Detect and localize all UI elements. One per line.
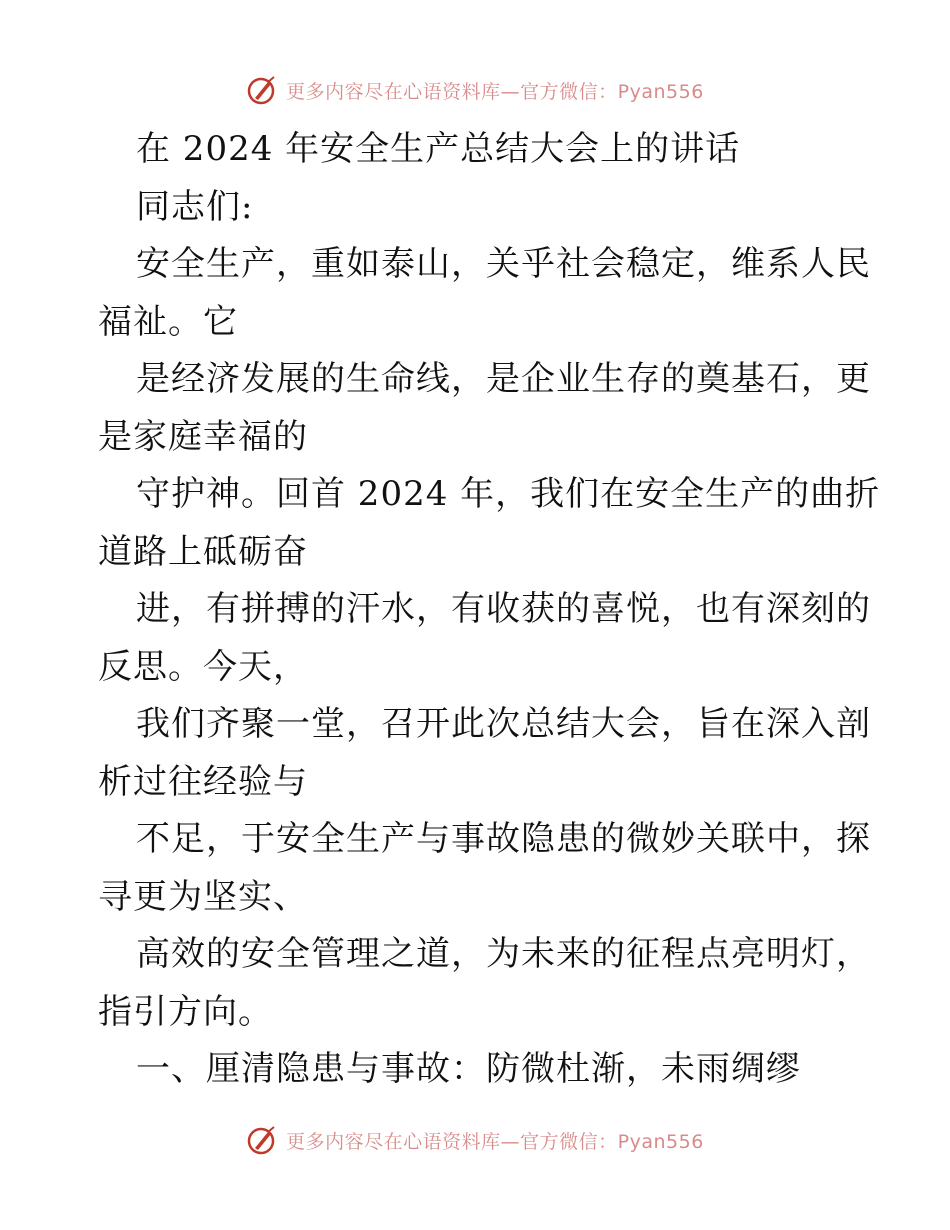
paragraph-line: 道路上砥砺奋 bbox=[98, 531, 308, 572]
doc-title: 在 2024 年安全生产总结大会上的讲话 bbox=[136, 129, 741, 169]
paragraph-line: 高效的安全管理之道，为未来的征程点亮明灯， bbox=[136, 934, 871, 974]
section-heading: 一、厘清隐患与事故：防微杜渐，未雨绸缪 bbox=[136, 1049, 801, 1089]
paragraph-line: 守护神。回首 2024 年，我们在安全生产的曲折 bbox=[136, 474, 881, 514]
paragraph-line: 进，有拼搏的汗水，有收获的喜悦，也有深刻的 bbox=[136, 589, 871, 629]
feather-pen-logo-icon bbox=[246, 1124, 278, 1156]
paragraph-line: 福祉。它 bbox=[98, 301, 238, 342]
paragraph-line: 我们齐聚一堂，召开此次总结大会，旨在深入剖 bbox=[136, 704, 871, 744]
paragraph-line: 安全生产，重如泰山，关乎社会稳定，维系人民 bbox=[136, 244, 871, 284]
salutation: 同志们: bbox=[136, 186, 254, 227]
watermark-text: 更多内容尽在心语资料库—官方微信：Pyan556 bbox=[286, 1130, 704, 1153]
watermark-footer bbox=[0, 1120, 950, 1160]
watermark-header bbox=[0, 70, 950, 110]
paragraph-line: 反思。今天， bbox=[98, 646, 308, 687]
watermark-text: 更多内容尽在心语资料库—官方微信：Pyan556 bbox=[286, 80, 704, 103]
paragraph-line: 不足，于安全生产与事故隐患的微妙关联中，探 bbox=[136, 819, 871, 859]
paragraph-line: 是家庭幸福的 bbox=[98, 416, 308, 457]
feather-pen-logo-icon bbox=[246, 74, 278, 106]
paragraph-line: 寻更为坚实、 bbox=[98, 876, 308, 917]
paragraph-line: 是经济发展的生命线，是企业生存的奠基石，更 bbox=[136, 359, 871, 399]
document-body bbox=[98, 122, 881, 1100]
paragraph-line: 析过往经验与 bbox=[98, 761, 308, 802]
paragraph-line: 指引方向。 bbox=[98, 991, 273, 1032]
